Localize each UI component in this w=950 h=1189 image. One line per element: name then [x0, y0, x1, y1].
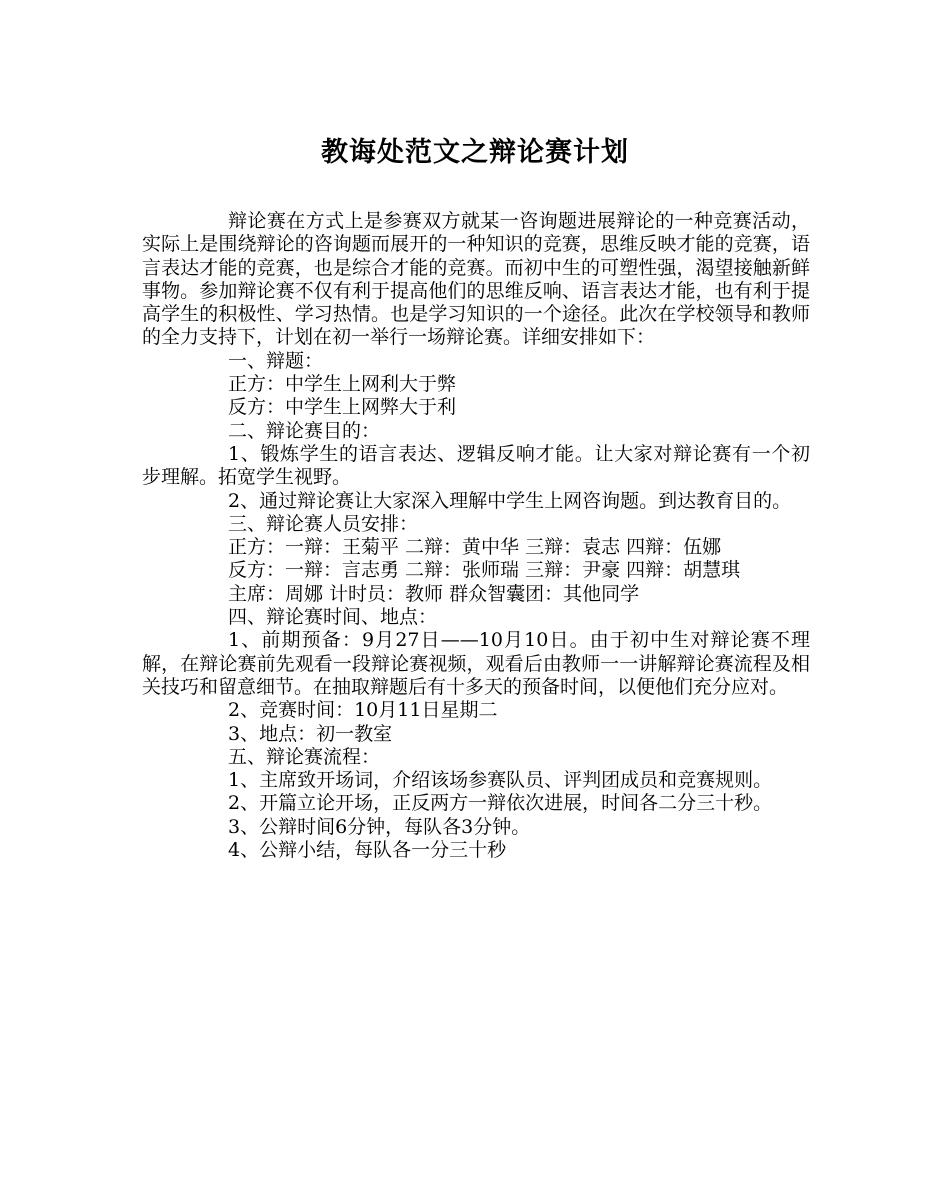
document-title: 教诲处范文之辩论赛计划 [321, 137, 629, 168]
process-item-3: 3、公辩时间6分钟，每队各3分钟。 [228, 815, 531, 838]
schedule-item-2: 2、竞赛时间：10月11日星期二 [228, 699, 498, 722]
purpose-item-2: 2、通过辩论赛让大家深入理解中学生上网咨询题。到达教育目的。 [228, 489, 792, 512]
affirmative-topic: 正方：中学生上网利大于弊 [228, 373, 457, 396]
section-3-heading: 三、辩论赛人员安排： [228, 512, 419, 535]
negative-topic: 反方：中学生上网弊大于利 [228, 396, 457, 419]
affirmative-team: 正方：一辩：王菊平 二辩：黄中华 三辩：袁志 四辩：伍娜 [228, 536, 722, 559]
officials: 主席：周娜 计时员：教师 群众智囊团：其他同学 [228, 582, 640, 605]
schedule-item-1: 1、前期预备：9月27日——10月10日。由于初中生对辩论赛不理解，在辩论赛前先观看一段辩论赛视频，观看后由教师一一讲解辩论赛流程及相关技巧和留意细节。在抽取辩题后有十多天的预备时间，以便他们充分应对。 [142, 629, 810, 698]
section-4-heading: 四、辩论赛时间、地点： [228, 606, 438, 629]
negative-team: 反方：一辩：言志勇 二辩：张师瑞 三辩：尹豪 四辩：胡慧琪 [228, 559, 741, 582]
section-5-heading: 五、辩论赛流程： [228, 745, 381, 768]
process-item-4: 4、公辩小结，每队各一分三十秒 [228, 839, 507, 862]
document-body [142, 210, 810, 862]
schedule-item-3: 3、地点：初一教室 [228, 722, 393, 745]
section-2-heading: 二、辩论赛目的： [228, 419, 381, 442]
intro-paragraph: 辩论赛在方式上是参赛双方就某一咨询题进展辩论的一种竞赛活动，实际上是围绕辩论的咨询题而展开的一种知识的竞赛，思维反映才能的竞赛，语言表达才能的竞赛，也是综合才能的竞赛。而初中生的可塑性强，渴望接触新鲜事物。参加辩论赛不仅有利于提高他们的思维反响、语言表达才能，也有利于提高学生的积极性、学习热情。也是学习知识的一个途径。此次在学校领导和教师的全力支持下，计划在初一举行一场辩论赛。详细安排如下： [142, 210, 810, 349]
purpose-item-1: 1、锻炼学生的语言表达、逻辑反响才能。让大家对辩论赛有一个初步理解。拓宽学生视野。 [142, 442, 810, 489]
process-item-2: 2、开篇立论开场，正反两方一辩依次进展，时间各二分三十秒。 [228, 792, 773, 815]
section-1-heading: 一、辩题： [228, 349, 324, 372]
process-item-1: 1、主席致开场词，介绍该场参赛队员、评判团成员和竞赛规则。 [228, 769, 773, 792]
